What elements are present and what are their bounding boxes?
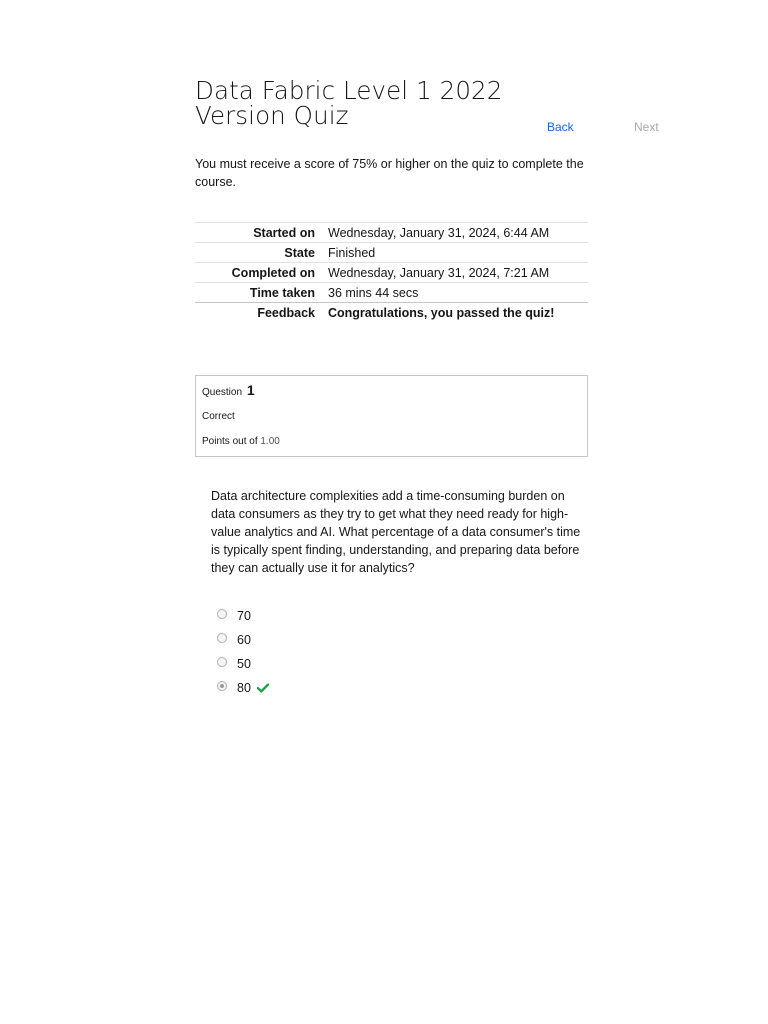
summary-row-state (195, 243, 588, 263)
summary-label: Feedback (257, 305, 315, 320)
summary-value: Wednesday, January 31, 2024, 6:44 AM (328, 225, 550, 240)
summary-value: 36 mins 44 secs (328, 285, 419, 300)
points-label: Points out of (202, 436, 258, 447)
question-number-value: 1 (246, 382, 255, 398)
question-label: Question (202, 387, 243, 398)
answer-label-wrap (237, 681, 269, 695)
answer-radio[interactable] (217, 609, 227, 619)
summary-label: Started on (253, 225, 315, 240)
summary-row-time-taken (195, 283, 588, 303)
next-link-disabled: Next (634, 120, 659, 134)
question-info-box (195, 375, 588, 457)
answer-radio[interactable] (217, 633, 227, 643)
summary-row-completed (195, 263, 588, 283)
summary-row-feedback (195, 303, 588, 323)
question-grade (202, 436, 280, 447)
summary-value: Wednesday, January 31, 2024, 7:21 AM (328, 265, 550, 280)
answer-label: 80 (237, 681, 251, 695)
quiz-intro-text: You must receive a score of 75% or higher on the quiz to complete the course. (195, 157, 584, 189)
summary-row-started (195, 223, 588, 243)
attempt-summary-table (195, 222, 588, 322)
summary-label: Time taken (249, 285, 315, 300)
answer-label: 60 (237, 633, 251, 647)
question-text: Data architecture complexities add a time-consuming burden on data consumers as they try to get what they need ready for high-value analytics and AI. What percentage of a data consumer's time is typically spent finding, understanding, and preparing data before they can actually use it for analytics? (211, 489, 581, 575)
back-link[interactable]: Back (547, 120, 574, 134)
question-number (202, 382, 255, 398)
summary-label: Completed on (231, 265, 315, 280)
points-max: 1.00 (260, 436, 280, 447)
answer-label: 50 (237, 657, 251, 671)
summary-label: State (284, 245, 315, 260)
answer-label: 70 (237, 609, 251, 623)
page-title: Data Fabric Level 1 2022 Version Quiz (195, 76, 503, 130)
question-state: Correct (202, 411, 235, 422)
answer-radio[interactable] (217, 657, 227, 667)
summary-value: Finished (328, 245, 376, 260)
summary-value: Congratulations, you passed the quiz! (328, 305, 555, 320)
check-icon (257, 683, 269, 693)
answer-radio-selected[interactable] (217, 681, 227, 691)
